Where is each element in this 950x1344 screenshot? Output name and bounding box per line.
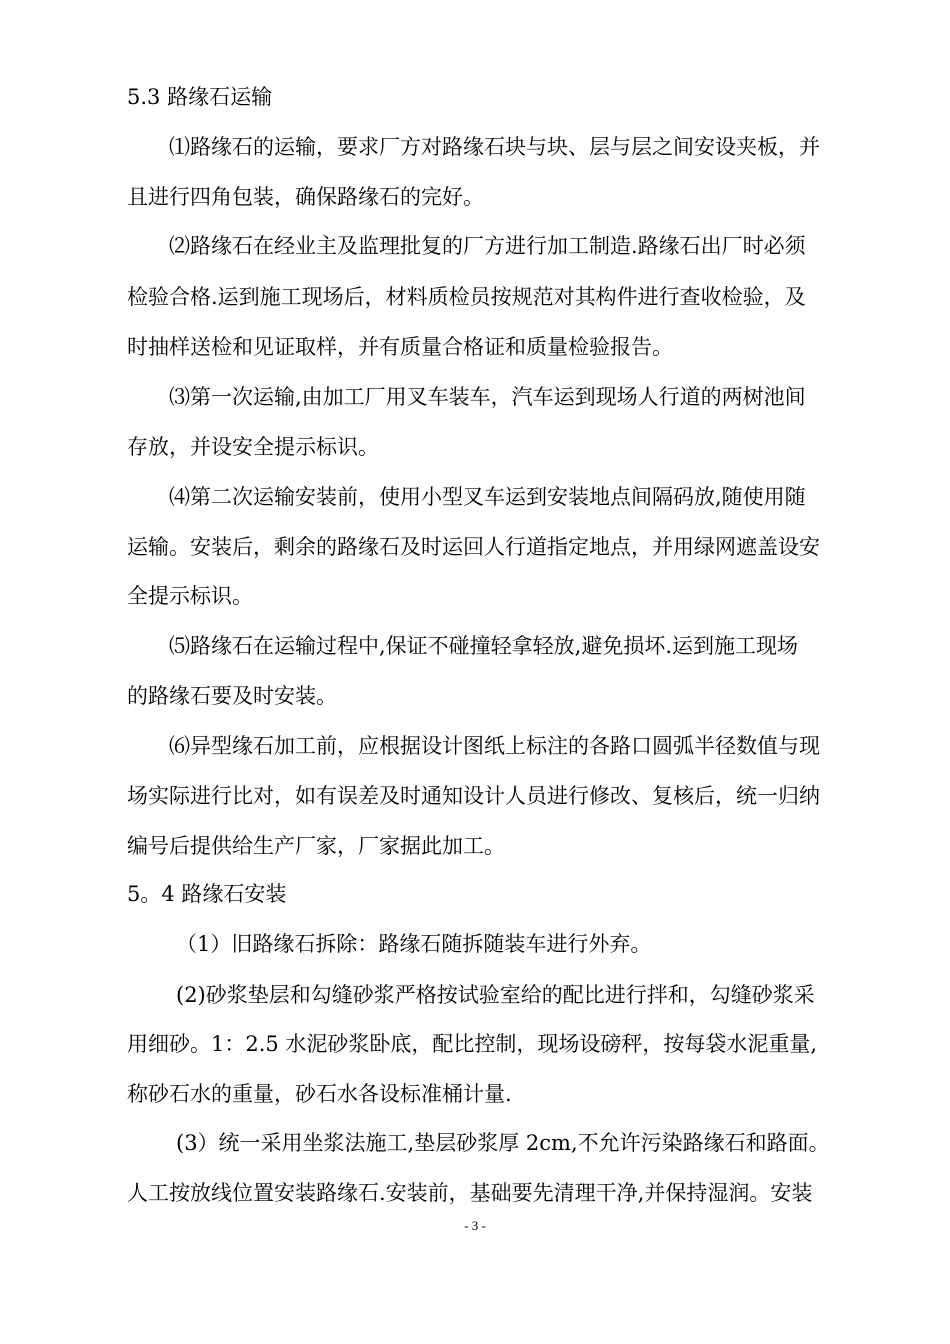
text-line: ⑴路缘石的运输，要求厂方对路缘石块与块、层与层之间安设夹板，并 (169, 135, 820, 159)
section-heading: 5。4 路缘石安装 (127, 882, 287, 906)
text-line: 的路缘石要及时安装。 (127, 684, 337, 708)
text-line: ⑹异型缘石加工前，应根据设计图纸上标注的各路口圆弧半径数值与现 (169, 734, 820, 758)
text-line: 人工按放线位置安装路缘石.安装前，基础要先清理干净,并保持湿润。安装 (127, 1181, 813, 1205)
text-line: ⑷第二次运输安装前，使用小型叉车运到安装地点间隔码放,随使用随 (169, 485, 806, 509)
text-line: 用细砂。1：2.5 水泥砂浆卧底，配比控制，现场设磅秤，按每袋水泥重量, (127, 1032, 818, 1056)
text-line: 存放，并设安全提示标识。 (127, 435, 379, 459)
text-line: 场实际进行比对，如有误差及时通知设计人员进行修改、复核后，统一归纳 (127, 784, 820, 808)
text-line: 时抽样送检和见证取样，并有质量合格证和质量检验报告。 (127, 335, 673, 359)
text-line: 编号后提供给生产厂家，厂家据此加工。 (127, 834, 505, 858)
text-line: 且进行四角包装，确保路缘石的完好。 (127, 185, 484, 209)
text-line: 称砂石水的重量，砂石水各设标准桶计量. (127, 1082, 512, 1106)
text-line: 全提示标识。 (127, 584, 253, 608)
text-line: ⑶第一次运输,由加工厂用叉车装车，汽车运到现场人行道的两树池间 (169, 385, 806, 409)
page-number: - 3 - (464, 1218, 486, 1233)
section-heading: 5.3 路缘石运输 (127, 85, 273, 109)
text-line: ⑵路缘石在经业主及监理批复的厂方进行加工制造.路缘石出厂时必须 (169, 234, 806, 258)
text-line: ⑸路缘石在运输过程中,保证不碰撞轻拿轻放,避免损坏.运到施工现场 (169, 634, 799, 658)
text-line: 运输。安装后，剩余的路缘石及时运回人行道指定地点，并用绿网遮盖设安 (127, 535, 820, 559)
text-line: 检验合格.运到施工现场后，材料质检员按规范对其构件进行查收检验，及 (127, 285, 806, 309)
text-line: (3）统一采用坐浆法施工,垫层砂浆厚 2cm,不允许污染路缘石和路面。 (176, 1131, 830, 1155)
text-line: （1）旧路缘石拆除：路缘石随拆随装车进行外弃。 (176, 932, 652, 956)
text-line: (2)砂浆垫层和勾缝砂浆严格按试验室给的配比进行拌和，勾缝砂浆采 (176, 983, 815, 1007)
